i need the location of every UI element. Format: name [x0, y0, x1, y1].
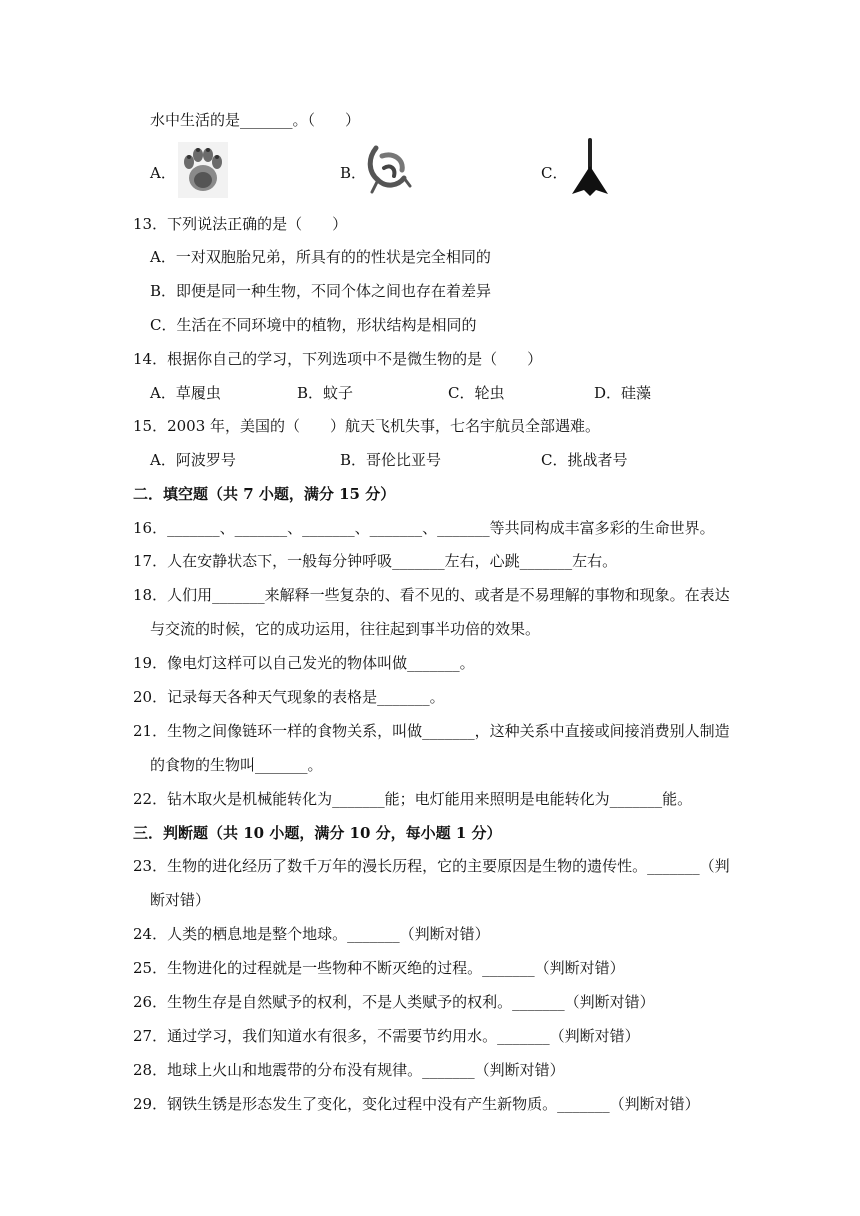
- q14-option-c: C．轮虫: [448, 384, 505, 402]
- q20: 20．记录每天各种天气现象的表格是_______。: [133, 688, 445, 706]
- q18-line1: 18．人们用_______来解释一些复杂的、看不见的、或者是不易理解的事物和现象。在表达: [133, 586, 730, 604]
- q19: 19．像电灯这样可以自己发光的物体叫做_______。: [133, 654, 475, 672]
- q16: 16．_______、_______、_______、_______、_______等共同构成丰富多彩的生命世界。: [133, 519, 715, 537]
- q14-option-a: A．草履虫: [150, 384, 221, 402]
- q21-line2: 的食物的生物叫_______。: [150, 756, 323, 774]
- q23-line2: 断对错）: [150, 891, 211, 909]
- q15-option-b: B．哥伦比亚号: [340, 451, 442, 469]
- webbed-foot-icon: [566, 138, 612, 200]
- q15-stem: 15．2003 年，美国的（ ）航天飞机失事，七名宇航员全部遇难。: [133, 417, 601, 435]
- section-judge-heading: 三．判断题（共 10 小题，满分 10 分，每小题 1 分）: [133, 824, 502, 842]
- q27: 27．通过学习，我们知道水有很多，不需要节约用水。_______（判断对错）: [133, 1027, 640, 1045]
- q23-line1: 23．生物的进化经历了数千万年的漫长历程，它的主要原因是生物的遗传性。_______（判: [133, 857, 730, 875]
- section-fill-heading: 二．填空题（共 7 小题，满分 15 分）: [133, 485, 396, 503]
- q13-stem: 13．下列说法正确的是（ ）: [133, 215, 348, 233]
- q12-option-a-label: A．: [150, 164, 176, 182]
- q28: 28．地球上火山和地震带的分布没有规律。_______（判断对错）: [133, 1061, 565, 1079]
- q12-option-b-label: B．: [340, 164, 367, 182]
- q13-option-a: A．一对双胞胎兄弟，所具有的的性状是完全相同的: [150, 248, 491, 266]
- q29: 29．钢铁生锈是形态发生了变化，变化过程中没有产生新物质。_______（判断对错）: [133, 1095, 700, 1113]
- q13-option-c: C．生活在不同环境中的植物，形状结构是相同的: [150, 316, 477, 334]
- q21-line1: 21．生物之间像链环一样的食物关系，叫做_______，这种关系中直接或间接消费别人制造: [133, 722, 730, 740]
- q15-option-a: A．阿波罗号: [150, 451, 236, 469]
- q15-option-c: C．挑战者号: [541, 451, 628, 469]
- paw-print-icon: [178, 142, 228, 198]
- q13-option-b: B．即便是同一种生物，不同个体之间也存在着差异: [150, 282, 492, 300]
- claw-foot-icon: [364, 142, 414, 198]
- q24: 24．人类的栖息地是整个地球。_______（判断对错）: [133, 925, 490, 943]
- q18-line2: 与交流的时候，它的成功运用，往往起到事半功倍的效果。: [150, 620, 541, 638]
- q14-stem: 14．根据你自己的学习，下列选项中不是微生物的是（ ）: [133, 350, 543, 368]
- q14-option-d: D．硅藻: [594, 384, 652, 402]
- q17: 17．人在安静状态下，一般每分钟呼吸_______左右，心跳_______左右。: [133, 552, 618, 570]
- q12-stem-tail: 水中生活的是_______。（ ）: [150, 111, 361, 129]
- q22: 22．钻木取火是机械能转化为_______能；电灯能用来照明是电能转化为_______能。: [133, 790, 693, 808]
- q26: 26．生物生存是自然赋予的权利，不是人类赋予的权利。_______（判断对错）: [133, 993, 655, 1011]
- q12-option-c-label: C．: [541, 164, 568, 182]
- q14-option-b: B．蚊子: [297, 384, 354, 402]
- q25: 25．生物进化的过程就是一些物种不断灭绝的过程。_______（判断对错）: [133, 959, 625, 977]
